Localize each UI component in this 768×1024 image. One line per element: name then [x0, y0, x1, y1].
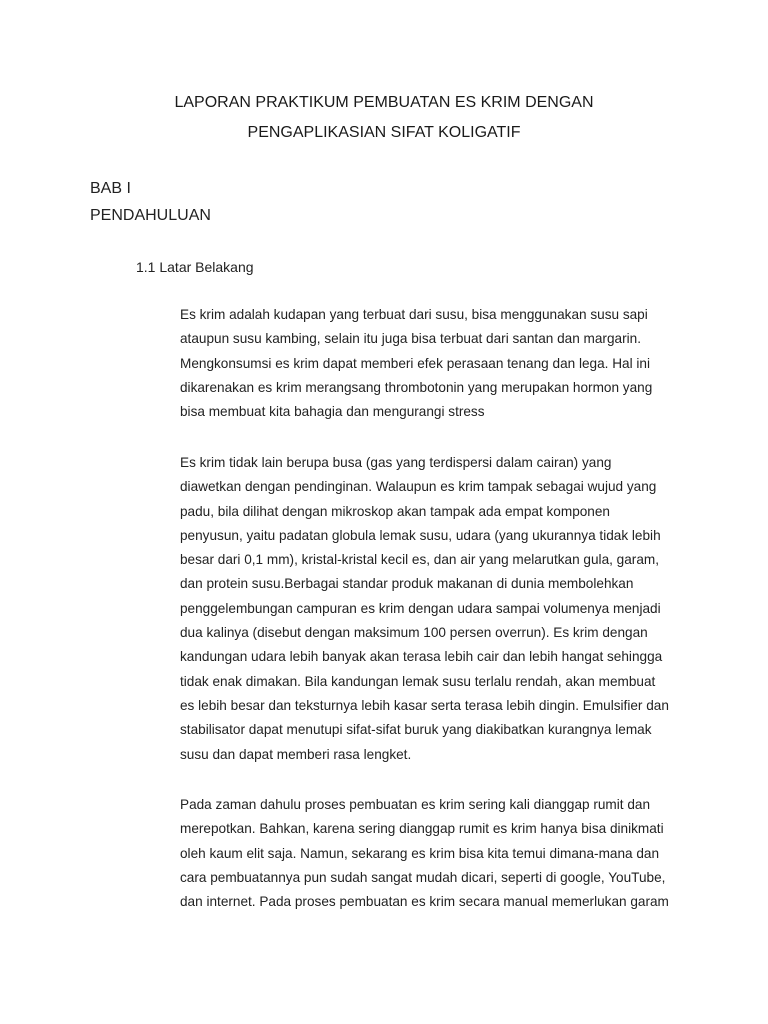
- paragraph-line: padu, bila dilihat dengan mikroskop akan tampak ada empat komponen: [180, 503, 610, 519]
- paragraph-line: tidak enak dimakan. Bila kandungan lemak susu terlalu rendah, akan membuat: [180, 673, 656, 689]
- paragraph-line: stabilisator dapat menutupi sifat-sifat buruk yang diakibatkan kurangnya lemak: [180, 722, 652, 738]
- paragraph-line: merepotkan. Bahkan, karena sering dianggap rumit es krim hanya bisa dinikmati: [180, 821, 664, 837]
- chapter-name: PENDAHULUAN: [90, 207, 211, 224]
- document-title-line-1: LAPORAN PRAKTIKUM PEMBUATAN ES KRIM DENGAN: [174, 94, 594, 111]
- paragraph-line: dan protein susu.Berbagai standar produk makanan di dunia membolehkan: [180, 576, 634, 592]
- paragraph-line: susu dan dapat memberi rasa lengket.: [180, 746, 412, 762]
- paragraph-line: Mengkonsumsi es krim dapat memberi efek perasaan tenang dan lega. Hal ini: [180, 355, 650, 371]
- paragraph-line: Pada zaman dahulu proses pembuatan es krim sering kali dianggap rumit dan: [180, 797, 651, 812]
- paragraph-line: dan internet. Pada proses pembuatan es krim secara manual memerlukan garam: [180, 894, 669, 910]
- paragraph-line: diawetkan dengan pendinginan. Walaupun es krim tampak sebagai wujud yang: [180, 479, 657, 495]
- chapter-number: BAB I: [90, 180, 131, 197]
- paragraph-line: Es krim adalah kudapan yang terbuat dari susu, bisa menggunakan susu sapi: [180, 307, 648, 322]
- section-heading: 1.1 Latar Belakang: [136, 259, 254, 275]
- paragraph-line: dua kalinya (disebut dengan maksimum 100 persen overrun). Es krim dengan: [180, 625, 648, 641]
- paragraph-line: besar dari 0,1 mm), kristal-kristal kecil es, dan air yang melarutkan gula, garam,: [180, 552, 659, 568]
- paragraph-line: cara pembuatannya pun sudah sangat mudah dicari, seperti di google, YouTube,: [180, 869, 666, 885]
- paragraph-line: es lebih besar dan teksturnya lebih kasar serta terasa lebih dingin. Emulsifier dan: [180, 697, 669, 713]
- paragraph-line: penyusun, yaitu padatan globula lemak susu, udara (yang ukurannya tidak lebih: [180, 527, 661, 543]
- paragraph-line: dikarenakan es krim merangsang thrombotonin yang merupakan hormon yang: [180, 379, 653, 395]
- paragraph-3: [180, 793, 680, 914]
- paragraph-line: penggelembungan campuran es krim dengan udara sampai volumenya menjadi: [180, 600, 661, 616]
- paragraph-line: kandungan udara lebih banyak akan terasa lebih cair dan lebih hangat sehingga: [180, 649, 663, 665]
- document-title-line-2: PENGAPLIKASIAN SIFAT KOLIGATIF: [247, 124, 521, 141]
- paragraph-2: [180, 451, 680, 767]
- paragraph-line: ataupun susu kambing, selain itu juga bisa terbuat dari santan dan margarin.: [180, 331, 641, 347]
- paragraph-line: bisa membuat kita bahagia dan mengurangi stress: [180, 404, 485, 420]
- paragraph-line: oleh kaum elit saja. Namun, sekarang es krim bisa kita temui dimana-mana dan: [180, 845, 660, 861]
- paragraph-1: [180, 303, 680, 424]
- paragraph-line: Es krim tidak lain berupa busa (gas yang terdispersi dalam cairan) yang: [180, 455, 612, 470]
